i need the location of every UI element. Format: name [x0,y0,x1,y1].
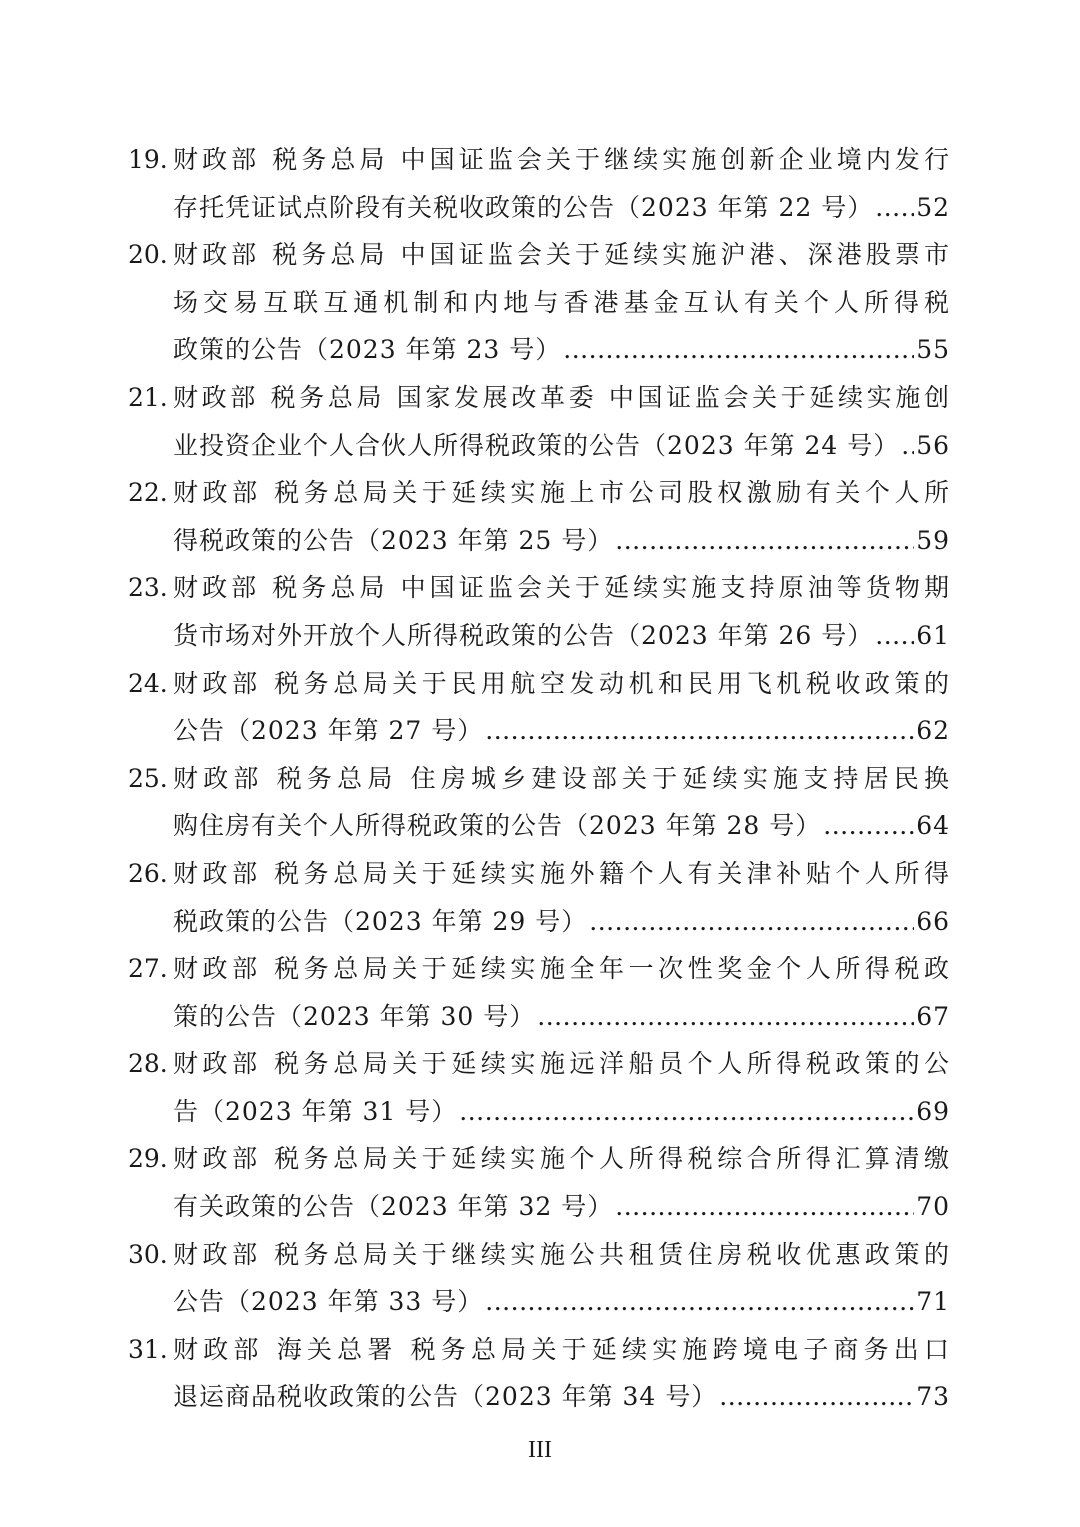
toc-entry[interactable] [128,850,950,945]
toc-entry-title-line: 财政部 税务总局关于延续实施远洋船员个人所得税政策的公 [173,1049,950,1079]
toc-entry-title-end: 购住房有关个人所得税政策的公告（2023 年第 28 号） [173,811,822,841]
toc-entry-number: 31. [128,1334,168,1364]
dot-leader [901,422,914,470]
toc-entry-last-line [173,326,950,374]
toc-entry-page: 59 [916,525,950,555]
toc-entry-title-end: 存托凭证试点阶段有关税收政策的公告（2023 年第 22 号） [173,192,874,222]
toc-entry-number: 22. [128,478,168,508]
toc-entry-page: 73 [916,1382,950,1412]
toc-entry-number: 20. [128,240,168,270]
toc-entry-last-line [173,517,950,565]
toc-entry-number: 27. [128,954,168,984]
toc-entry-title-line: 财政部 税务总局 国家发展改革委 中国证监会关于延续实施创 [173,382,950,412]
toc-entry-title-line: 财政部 税务总局关于继续实施公共租赁住房税收优惠政策的 [173,1239,950,1269]
toc-entry-title-line: 财政部 税务总局关于延续实施上市公司股权激励有关个人所 [173,478,950,508]
toc-entry-title-end: 有关政策的公告（2023 年第 32 号） [173,1192,614,1222]
toc-entry-last-line [173,184,950,232]
toc-entry-number: 21. [128,382,168,412]
toc-entry[interactable] [128,564,950,659]
toc-entry-last-line [173,707,950,755]
dot-leader [589,898,914,946]
toc-entry-title-end: 公告（2023 年第 33 号） [173,1287,484,1317]
toc-entry-title-end: 退运商品税收政策的公告（2023 年第 34 号） [173,1382,718,1412]
toc-entry[interactable] [128,660,950,755]
toc-entry[interactable] [128,1326,950,1421]
toc-entry[interactable] [128,945,950,1040]
toc-entry-number: 28. [128,1049,168,1079]
toc-entry-page: 69 [916,1096,950,1126]
toc-entry-last-line [173,612,950,660]
toc-entry-page: 52 [916,192,950,222]
toc-entry-page: 66 [916,906,950,936]
toc-entry-number: 30. [128,1239,168,1269]
toc-entry-title-line: 财政部 税务总局关于延续实施全年一次性奖金个人所得税政 [173,954,950,984]
toc-entry-title-end: 公告（2023 年第 27 号） [173,716,484,746]
toc-entry-title-line: 财政部 税务总局关于民用航空发动机和民用飞机税收政策的 [173,668,950,698]
toc-entry-last-line [173,993,950,1041]
toc-entry-page: 71 [916,1287,950,1317]
toc-entry-title-end: 税政策的公告（2023 年第 29 号） [173,906,588,936]
toc-entry[interactable] [128,374,950,469]
toc-entry-title-line: 财政部 税务总局关于延续实施外籍个人有关津补贴个人所得 [173,858,950,888]
toc-entry-title-end: 业投资企业个人合伙人所得税政策的公告（2023 年第 24 号） [173,430,900,460]
toc-entry-last-line [173,1373,950,1421]
toc-entry-title-line: 场交易互联互通机制和内地与香港基金互认有关个人所得税 [173,287,950,317]
toc-entry-title-line: 财政部 税务总局 住房城乡建设部关于延续实施支持居民换 [173,763,950,793]
toc-entry[interactable] [128,231,950,374]
dot-leader [485,707,914,755]
toc-entry[interactable] [128,1231,950,1326]
toc-entry-last-line [173,898,950,946]
toc-entry-title-line: 财政部 税务总局关于延续实施个人所得税综合所得汇算清缴 [173,1144,950,1174]
toc-entry[interactable] [128,136,950,231]
dot-leader [719,1373,914,1421]
toc-entry-last-line [173,1278,950,1326]
toc-entry-title-end: 货市场对外开放个人所得税政策的公告（2023 年第 26 号） [173,620,874,650]
toc-entry-title-line: 财政部 税务总局 中国证监会关于延续实施支持原油等货物期 [173,573,950,603]
dot-leader [875,184,914,232]
toc-entry-page: 56 [916,430,950,460]
toc-entry-title-line: 财政部 税务总局 中国证监会关于继续实施创新企业境内发行 [173,145,950,174]
dot-leader [459,1088,914,1136]
dot-leader [875,612,914,660]
toc-entry-page: 62 [916,716,950,746]
dot-leader [563,326,914,374]
toc-entry-title-end: 告（2023 年第 31 号） [173,1096,458,1126]
toc-entry-number: 29. [128,1144,168,1174]
toc-entry-page: 64 [916,811,950,841]
toc-entry-page: 70 [916,1192,950,1222]
toc-entry-page: 61 [916,620,950,650]
dot-leader [485,1278,914,1326]
toc-entry[interactable] [128,755,950,850]
table-of-contents [128,136,950,1421]
toc-entry-number: 25. [128,763,168,793]
toc-entry-page: 55 [916,335,950,365]
toc-entry-last-line [173,422,950,470]
toc-entry-title-end: 策的公告（2023 年第 30 号） [173,1001,536,1031]
dot-leader [823,802,914,850]
dot-leader [615,517,914,565]
page-number: III [528,1437,552,1463]
dot-leader [537,993,914,1041]
toc-entry-title-line: 财政部 税务总局 中国证监会关于延续实施沪港、深港股票市 [173,240,950,270]
toc-entry[interactable] [128,1040,950,1135]
toc-entry-title-line: 财政部 海关总署 税务总局关于延续实施跨境电子商务出口 [173,1334,950,1364]
toc-entry-last-line [173,1183,950,1231]
toc-entry[interactable] [128,469,950,564]
toc-entry-last-line [173,1088,950,1136]
toc-entry-number: 24. [128,668,168,698]
toc-entry-number: 19. [128,145,168,174]
toc-entry[interactable] [128,1135,950,1230]
toc-entry-number: 26. [128,858,168,888]
toc-entry-title-end: 政策的公告（2023 年第 23 号） [173,335,562,365]
toc-entry-last-line [173,802,950,850]
toc-entry-title-end: 得税政策的公告（2023 年第 25 号） [173,525,614,555]
dot-leader [615,1183,914,1231]
toc-entry-number: 23. [128,573,168,603]
toc-entry-page: 67 [916,1001,950,1031]
